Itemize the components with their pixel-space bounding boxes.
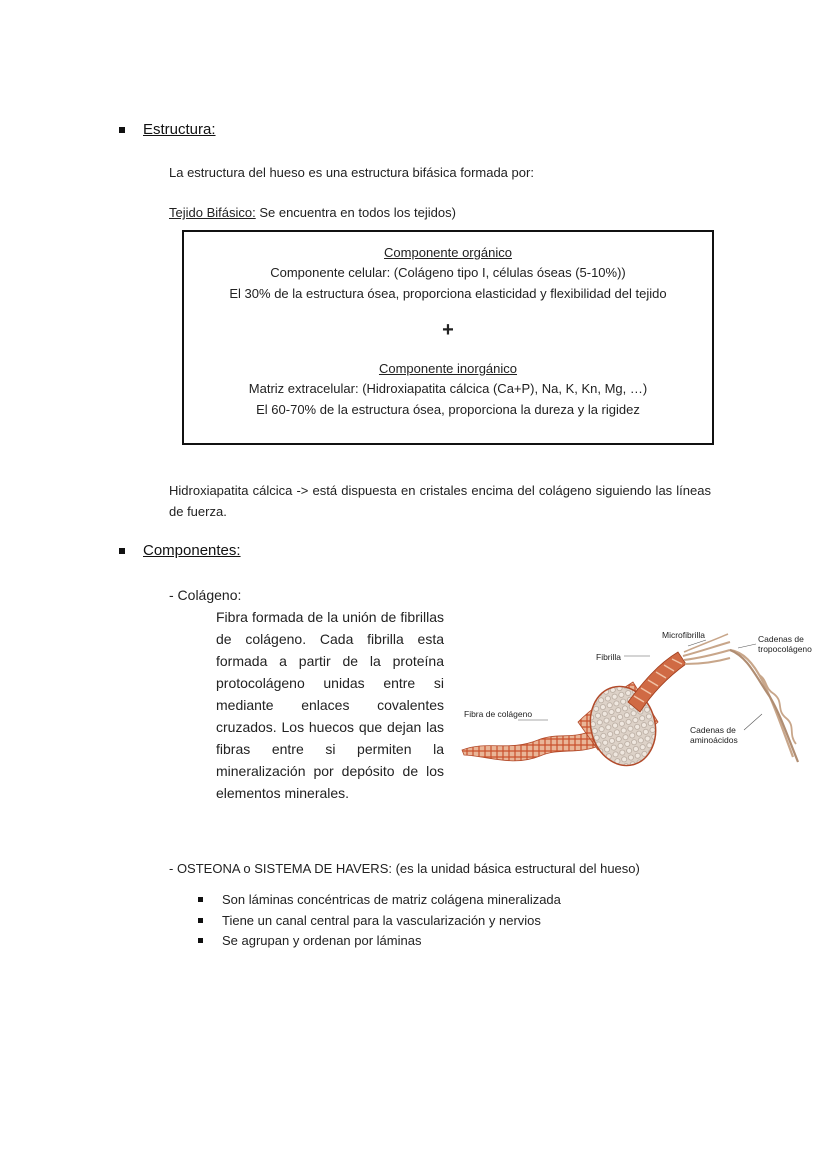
label-microfibrilla: Microfibrilla bbox=[662, 630, 705, 640]
colageno-description: Fibra formada de la unión de fibrillas de colágeno. Cada fibrilla esta formada a partir de la proteína protocolágeno unidas entre si mediante enlaces covalentes cruzados. Los huecos que dejan las fibras entre si permiten la mineralización por depósito de los elementos minerales. bbox=[216, 609, 444, 801]
list-bullet bbox=[198, 897, 203, 902]
list-item: Tiene un canal central para la vascularización y nervios bbox=[222, 913, 541, 928]
tejido-bifasico-label: Tejido Bifásico: bbox=[169, 205, 256, 220]
inorganic-line-1: Matriz extracelular: (Hidroxiapatita cálcica (Ca+P), Na, K, Kn, Mg, …) bbox=[248, 381, 648, 396]
label-tropocolageno bbox=[758, 634, 812, 654]
label-fibra-colageno: Fibra de colágeno bbox=[464, 709, 533, 719]
tejido-bifasico-text: Se encuentra en todos los tejidos) bbox=[255, 205, 456, 220]
estructura-intro: La estructura del hueso es una estructura bifásica formada por: bbox=[169, 165, 534, 180]
colageno-title: - Colágeno: bbox=[169, 587, 242, 603]
label-aminoacidos bbox=[690, 725, 738, 745]
hidroxiapatita-note: Hidroxiapatita cálcica -> está dispuesta en cristales encima del colágeno siguiendo las líneas de fuerza. bbox=[169, 483, 711, 519]
list-item: Se agrupan y ordenan por láminas bbox=[222, 933, 422, 948]
list-bullet bbox=[198, 918, 203, 923]
label-aminoacidos-1: Cadenas de bbox=[690, 725, 736, 735]
organic-line-2: El 30% de la estructura ósea, proporciona elasticidad y flexibilidad del tejido bbox=[229, 286, 667, 301]
organic-line-1: Componente celular: (Colágeno tipo I, células óseas (5-10%)) bbox=[270, 265, 626, 280]
list-item: Son láminas concéntricas de matriz colágena mineralizada bbox=[222, 892, 561, 907]
list-bullet bbox=[198, 938, 203, 943]
osteona-title: - OSTEONA o SISTEMA DE HAVERS: (es la unidad básica estructural del hueso) bbox=[169, 861, 640, 876]
label-aminoacidos-2: aminoácidos bbox=[690, 735, 738, 745]
section-heading-componentes: Componentes: bbox=[143, 542, 241, 559]
inorganic-line-2: El 60-70% de la estructura ósea, proporciona la dureza y la rigidez bbox=[256, 402, 640, 417]
inorganic-title: Componente inorgánico bbox=[378, 361, 518, 376]
organic-title: Componente orgánico bbox=[384, 245, 512, 260]
label-tropocolageno-1: Cadenas de bbox=[758, 634, 804, 644]
section-bullet bbox=[119, 548, 125, 554]
plus-sign: + bbox=[442, 319, 454, 341]
label-fibrilla: Fibrilla bbox=[596, 652, 622, 662]
bifasic-component-box bbox=[182, 230, 714, 445]
section-bullet bbox=[119, 127, 125, 133]
section-heading-estructura: Estructura: bbox=[143, 121, 216, 138]
tejido-bifasico-line bbox=[169, 203, 456, 223]
label-tropocolageno-2: tropocolágeno bbox=[758, 644, 812, 654]
collagen-figure bbox=[458, 622, 822, 772]
